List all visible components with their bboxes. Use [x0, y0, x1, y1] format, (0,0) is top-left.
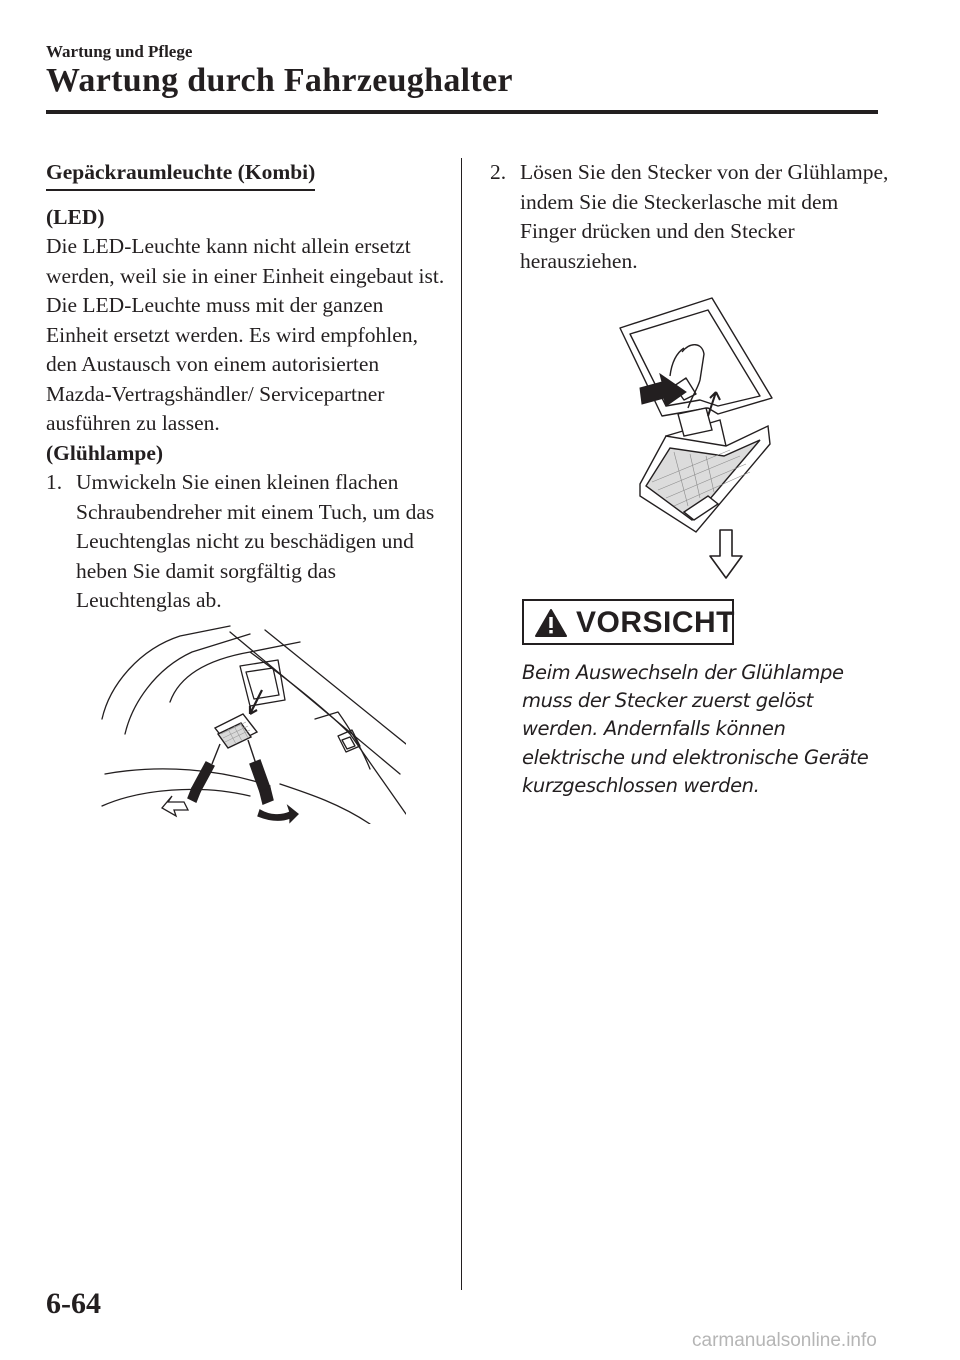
caution-badge: [522, 599, 734, 645]
step-1-number: 1.: [46, 470, 63, 494]
page-number: 6-64: [46, 1287, 101, 1320]
column-divider: [461, 158, 462, 1290]
bulb-heading: (Glühlampe): [46, 440, 164, 465]
watermark: carmanualsonline.info: [692, 1330, 877, 1351]
section-label: Wartung und Pflege: [46, 42, 193, 61]
led-paragraph-1: Die LED-Leuchte kann nicht allein ersetzt werden, weil sie in einer Einheit eingebaut ist.: [46, 234, 445, 288]
led-paragraph-2: Die LED-Leuchte muss mit der ganzen Einheit ersetzt werden. Es wird empfohlen, den Austausch von einem autorisierten Mazda-Vertragshändler/ Servicepartner ausführen zu lassen.: [46, 293, 418, 435]
warning-icon: [534, 608, 568, 638]
connector-removal-illustration: [600, 296, 780, 580]
left-column: [46, 158, 446, 616]
chapter-title: Wartung durch Fahrzeughalter: [46, 62, 513, 99]
right-column: [490, 158, 890, 276]
header-rule: [46, 110, 878, 114]
lens-removal-illustration: [100, 624, 406, 824]
step-1-text: Umwickeln Sie einen kleinen flachen Schraubendreher mit einem Tuch, um das Leuchtenglas nicht zu beschädigen und heben Sie damit sorgfältig das Leuchtenglas ab.: [76, 470, 435, 612]
section-title: Gepäckraumleuchte (Kombi): [46, 158, 315, 191]
step-2-number: 2.: [490, 160, 507, 184]
step-2: [490, 158, 890, 276]
caution-text: Beim Auswechseln der Glühlampe muss der Stecker zuerst gelöst werden. Andernfalls können elektrische und elektronische Geräte kurzgeschlossen werden.: [522, 661, 869, 797]
caution-label: VORSICHT: [576, 606, 736, 639]
step-1: [46, 468, 446, 616]
step-2-text: Lösen Sie den Stecker von der Glühlampe, indem Sie die Steckerlasche mit dem Finger drücken und den Stecker herausziehen.: [520, 160, 889, 273]
led-heading: (LED): [46, 204, 105, 229]
